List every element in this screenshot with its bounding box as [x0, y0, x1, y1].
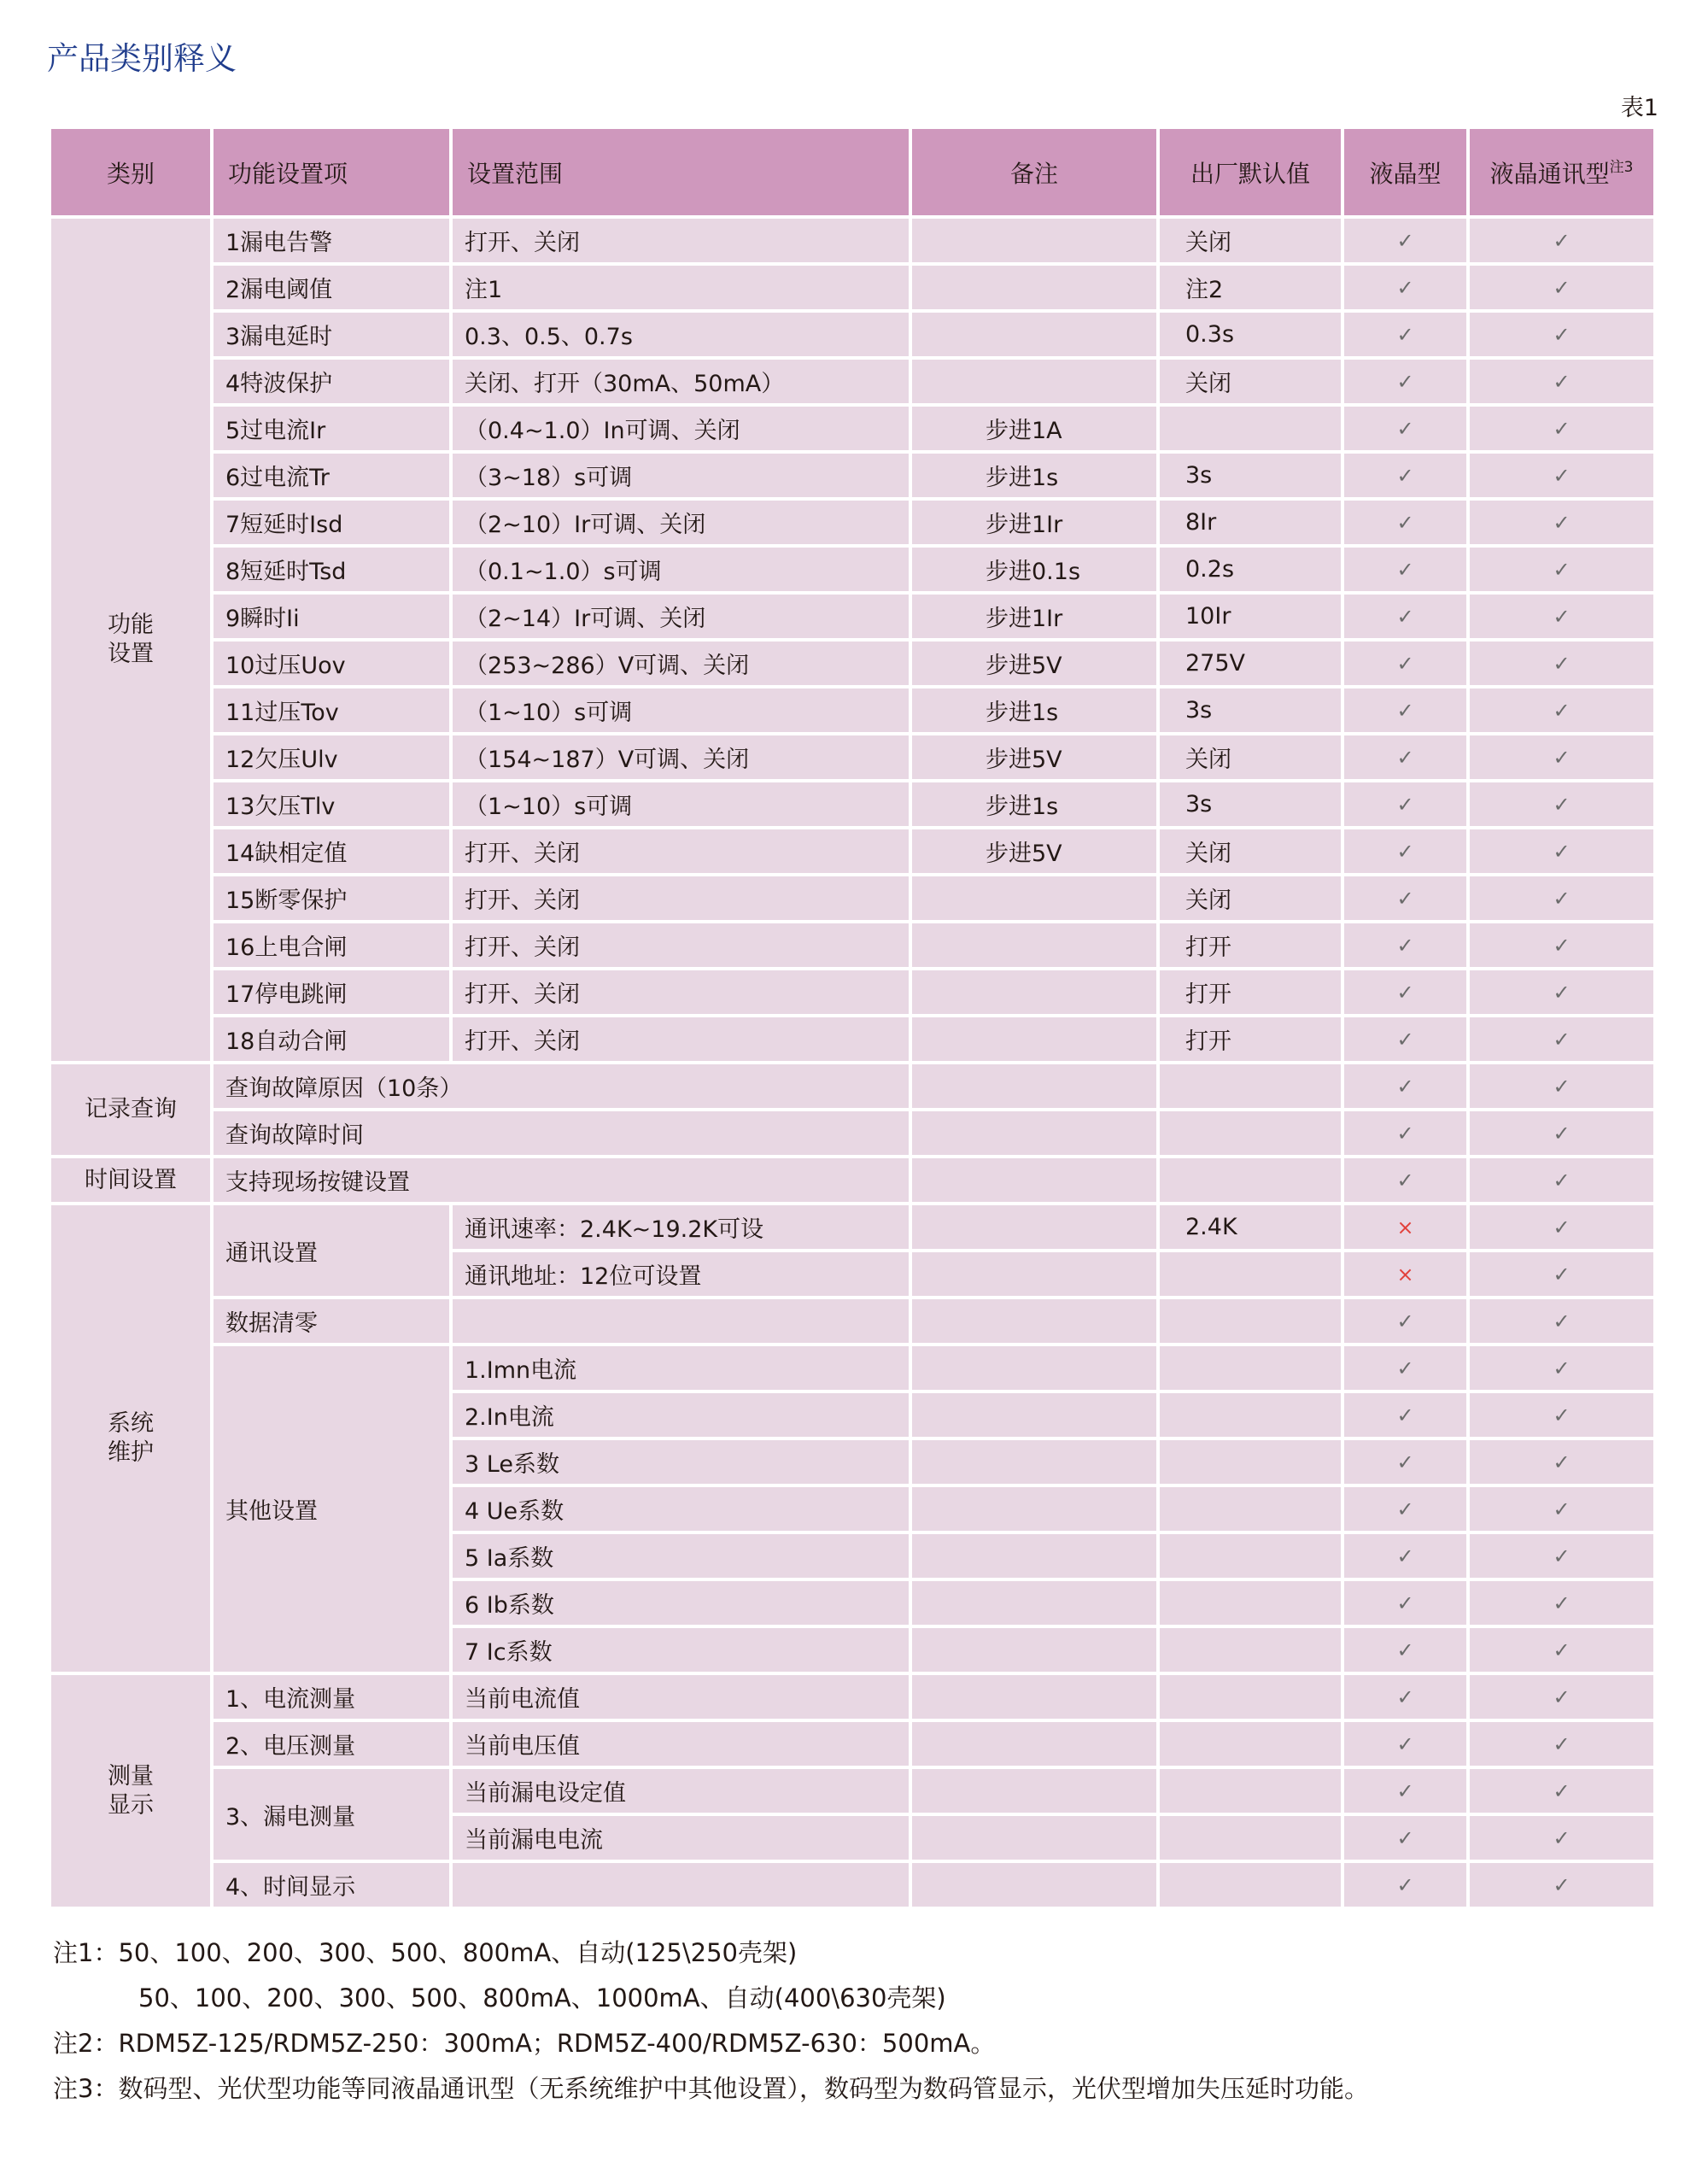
table-row — [51, 829, 1653, 873]
empty-default — [1160, 1346, 1341, 1390]
record-item: 查询故障时间 — [214, 1111, 909, 1155]
setting-item: 9瞬时Ii — [214, 595, 449, 638]
empty-remark — [912, 1487, 1156, 1531]
table-row — [51, 1769, 1653, 1813]
setting-item: 11过压Tov — [214, 688, 449, 732]
lcd-check-mark: ✓ — [1344, 501, 1466, 544]
setting-item: 3漏电延时 — [214, 313, 449, 356]
header-lcd-comm — [1470, 129, 1653, 215]
lcd-comm-check-mark: ✓ — [1470, 1769, 1653, 1813]
lcd-comm-check-mark: ✓ — [1470, 1534, 1653, 1578]
empty-remark — [912, 1581, 1156, 1625]
category-record-query: 记录查询 — [51, 1064, 210, 1155]
empty-default — [1160, 1675, 1341, 1719]
table-row — [51, 876, 1653, 920]
setting-item: 15断零保护 — [214, 876, 449, 920]
lcd-check-mark: ✓ — [1344, 970, 1466, 1014]
page-title: 产品类别释义 — [47, 40, 237, 77]
setting-default: 3s — [1160, 782, 1341, 826]
lcd-comm-check-mark: ✓ — [1470, 1252, 1653, 1296]
empty-remark — [912, 1722, 1156, 1766]
setting-range: 打开、关闭 — [453, 923, 909, 967]
setting-item: 5过电流Ir — [214, 407, 449, 450]
lcd-comm-check-mark: ✓ — [1470, 876, 1653, 920]
setting-range: （2~10）Ir可调、关闭 — [453, 501, 909, 544]
other-setting-range: 5 Ia系数 — [453, 1534, 909, 1578]
lcd-comm-check-mark: ✓ — [1470, 454, 1653, 497]
lcd-check-mark: ✓ — [1344, 1017, 1466, 1061]
setting-remark — [912, 1017, 1156, 1061]
empty-default — [1160, 1769, 1341, 1813]
lcd-check-mark: ✓ — [1344, 1393, 1466, 1437]
setting-remark — [912, 923, 1156, 967]
empty-remark — [912, 1816, 1156, 1860]
setting-default: 关闭 — [1160, 876, 1341, 920]
lcd-comm-check-mark: ✓ — [1470, 1487, 1653, 1531]
lcd-comm-check-mark: ✓ — [1470, 548, 1653, 591]
setting-range: 打开、关闭 — [453, 876, 909, 920]
lcd-check-mark: ✓ — [1344, 1675, 1466, 1719]
lcd-check-mark: ✓ — [1344, 1346, 1466, 1390]
setting-item: 17停电跳闸 — [214, 970, 449, 1014]
lcd-check-mark: ✓ — [1344, 1158, 1466, 1202]
empty-default — [1160, 1581, 1341, 1625]
setting-remark: 步进1s — [912, 782, 1156, 826]
lcd-comm-check-mark: ✓ — [1470, 1675, 1653, 1719]
empty-remark — [912, 1064, 1156, 1108]
empty-default — [1160, 1487, 1341, 1531]
other-setting-range: 3 Le系数 — [453, 1440, 909, 1484]
empty-remark — [912, 1393, 1156, 1437]
setting-remark: 步进5V — [912, 829, 1156, 873]
table-row — [51, 1017, 1653, 1061]
setting-range: 打开、关闭 — [453, 829, 909, 873]
other-setting-range: 6 Ib系数 — [453, 1581, 909, 1625]
measure-item: 4、时间显示 — [214, 1863, 449, 1907]
lcd-comm-check-mark: ✓ — [1470, 1393, 1653, 1437]
table-row — [51, 642, 1653, 685]
table-row — [51, 688, 1653, 732]
empty-remark — [912, 1675, 1156, 1719]
lcd-comm-check-mark: ✓ — [1470, 1158, 1653, 1202]
note-1: 注1：50、100、200、300、500、800mA、自动(125\250壳架) — [53, 1938, 798, 1967]
lcd-check-mark: ✓ — [1344, 360, 1466, 403]
setting-item: 13欠压Tlv — [214, 782, 449, 826]
lcd-check-mark: ✓ — [1344, 1581, 1466, 1625]
table-header — [51, 129, 1653, 215]
measure-range: 当前电压值 — [453, 1722, 909, 1766]
other-setting-range: 2.In电流 — [453, 1393, 909, 1437]
lcd-comm-check-mark: ✓ — [1470, 1111, 1653, 1155]
header-lcd: 液晶型 — [1344, 129, 1466, 215]
setting-remark: 步进1s — [912, 454, 1156, 497]
notes — [53, 1931, 1369, 2112]
empty-remark — [912, 1158, 1156, 1202]
setting-remark: 步进5V — [912, 735, 1156, 779]
lcd-check-mark: ✓ — [1344, 642, 1466, 685]
setting-range: （1~10）s可调 — [453, 782, 909, 826]
empty-default — [1160, 1816, 1341, 1860]
setting-remark — [912, 360, 1156, 403]
lcd-check-mark: ✓ — [1344, 548, 1466, 591]
lcd-check-mark: ✓ — [1344, 1487, 1466, 1531]
table-row — [51, 1111, 1653, 1155]
lcd-comm-check-mark: ✓ — [1470, 923, 1653, 967]
setting-range: （0.1~1.0）s可调 — [453, 548, 909, 591]
setting-remark — [912, 266, 1156, 309]
spec-table — [48, 126, 1657, 1910]
measure-range: 当前电流值 — [453, 1675, 909, 1719]
setting-item: 4特波保护 — [214, 360, 449, 403]
empty-default — [1160, 1628, 1341, 1672]
empty-remark — [912, 1863, 1156, 1907]
lcd-check-mark: ✓ — [1344, 1769, 1466, 1813]
table-body — [51, 219, 1653, 1907]
empty-remark — [912, 1628, 1156, 1672]
setting-default: 关闭 — [1160, 360, 1341, 403]
record-item: 查询故障原因（10条） — [214, 1064, 909, 1108]
empty-remark — [912, 1111, 1156, 1155]
lcd-check-mark: ✓ — [1344, 1299, 1466, 1343]
table-row — [51, 501, 1653, 544]
table-number: 表1 — [1620, 95, 1658, 121]
lcd-check-mark: ✓ — [1344, 266, 1466, 309]
lcd-comm-check-mark: ✓ — [1470, 1863, 1653, 1907]
setting-remark — [912, 970, 1156, 1014]
note-3: 注3：数码型、光伏型功能等同液晶通讯型（无系统维护中其他设置），数码型为数码管显示，光伏型增加失压延时功能。 — [53, 2074, 1369, 2103]
comm-setting-range: 通讯速率：2.4K~19.2K可设 — [453, 1205, 909, 1249]
header-remark: 备注 — [912, 129, 1156, 215]
lcd-check-mark: ✓ — [1344, 923, 1466, 967]
lcd-comm-check-mark: ✓ — [1470, 970, 1653, 1014]
table-row — [51, 782, 1653, 826]
comm-setting-item: 通讯设置 — [214, 1205, 449, 1296]
setting-default: 10Ir — [1160, 595, 1341, 638]
empty-remark — [912, 1534, 1156, 1578]
lcd-comm-check-mark: ✓ — [1470, 266, 1653, 309]
table-row — [51, 1722, 1653, 1766]
setting-item: 6过电流Tr — [214, 454, 449, 497]
setting-range: 打开、关闭 — [453, 1017, 909, 1061]
setting-default: 关闭 — [1160, 219, 1341, 262]
setting-range: 0.3、0.5、0.7s — [453, 313, 909, 356]
measure-range: 当前漏电设定值 — [453, 1769, 909, 1813]
empty-remark — [912, 1205, 1156, 1249]
setting-item: 10过压Uov — [214, 642, 449, 685]
lcd-comm-check-mark: ✓ — [1470, 735, 1653, 779]
table-row — [51, 313, 1653, 356]
lcd-check-mark: ✓ — [1344, 1816, 1466, 1860]
table-row — [51, 595, 1653, 638]
comm-setting-range: 通讯地址：12位可设置 — [453, 1252, 909, 1296]
empty-default — [1160, 1299, 1341, 1343]
note-1-continued: 50、100、200、300、500、800mA、1000mA、自动(400\630壳架) — [138, 1983, 946, 2013]
setting-default: 关闭 — [1160, 829, 1341, 873]
lcd-cross-mark: × — [1344, 1252, 1466, 1296]
lcd-comm-check-mark: ✓ — [1470, 1722, 1653, 1766]
lcd-check-mark: ✓ — [1344, 688, 1466, 732]
setting-range: （154~187）V可调、关闭 — [453, 735, 909, 779]
setting-item: 2漏电阈值 — [214, 266, 449, 309]
table-row — [51, 1064, 1653, 1108]
setting-range: 打开、关闭 — [453, 970, 909, 1014]
lcd-comm-check-mark: ✓ — [1470, 313, 1653, 356]
lcd-check-mark: ✓ — [1344, 1863, 1466, 1907]
setting-default: 0.2s — [1160, 548, 1341, 591]
empty-remark — [912, 1346, 1156, 1390]
lcd-check-mark: ✓ — [1344, 407, 1466, 450]
data-clear-item: 数据清零 — [214, 1299, 449, 1343]
category-function-settings: 功能 设置 — [51, 219, 210, 1061]
empty-remark — [912, 1252, 1156, 1296]
lcd-comm-check-mark: ✓ — [1470, 1064, 1653, 1108]
table-row — [51, 735, 1653, 779]
category-system-maintenance: 系统 维护 — [51, 1205, 210, 1672]
setting-default: 打开 — [1160, 970, 1341, 1014]
empty-default — [1160, 1393, 1341, 1437]
setting-remark: 步进1Ir — [912, 595, 1156, 638]
lcd-check-mark: ✓ — [1344, 595, 1466, 638]
lcd-check-mark: ✓ — [1344, 829, 1466, 873]
lcd-comm-check-mark: ✓ — [1470, 407, 1653, 450]
setting-remark: 步进5V — [912, 642, 1156, 685]
setting-default: 关闭 — [1160, 735, 1341, 779]
measure-item: 2、电压测量 — [214, 1722, 449, 1766]
lcd-check-mark: ✓ — [1344, 735, 1466, 779]
lcd-check-mark: ✓ — [1344, 1111, 1466, 1155]
setting-default: 275V — [1160, 642, 1341, 685]
table-row — [51, 1675, 1653, 1719]
setting-default: 打开 — [1160, 1017, 1341, 1061]
setting-remark — [912, 219, 1156, 262]
lcd-check-mark: ✓ — [1344, 1722, 1466, 1766]
setting-range: 注1 — [453, 266, 909, 309]
empty-remark — [912, 1769, 1156, 1813]
lcd-comm-check-mark: ✓ — [1470, 782, 1653, 826]
lcd-check-mark: ✓ — [1344, 313, 1466, 356]
table-row — [51, 407, 1653, 450]
category-measurement-display: 测量 显示 — [51, 1675, 210, 1907]
setting-remark: 步进1s — [912, 688, 1156, 732]
empty-default — [1160, 1111, 1341, 1155]
empty-default — [1160, 1064, 1341, 1108]
lcd-comm-check-mark: ✓ — [1470, 595, 1653, 638]
setting-default — [1160, 407, 1341, 450]
setting-range: 打开、关闭 — [453, 219, 909, 262]
table-row — [51, 360, 1653, 403]
setting-range: （3~18）s可调 — [453, 454, 909, 497]
comm-setting-default: 2.4K — [1160, 1205, 1341, 1249]
setting-item: 14缺相定值 — [214, 829, 449, 873]
setting-item: 8短延时Tsd — [214, 548, 449, 591]
table-row — [51, 548, 1653, 591]
setting-default: 3s — [1160, 454, 1341, 497]
setting-item: 16上电合闸 — [214, 923, 449, 967]
setting-default: 打开 — [1160, 923, 1341, 967]
lcd-comm-check-mark: ✓ — [1470, 1440, 1653, 1484]
setting-item: 18自动合闸 — [214, 1017, 449, 1061]
setting-remark: 步进0.1s — [912, 548, 1156, 591]
table-row — [51, 1158, 1653, 1202]
table-row — [51, 1863, 1653, 1907]
empty-default — [1160, 1158, 1341, 1202]
table-row — [51, 266, 1653, 309]
setting-remark: 步进1A — [912, 407, 1156, 450]
table-row — [51, 219, 1653, 262]
setting-item: 1漏电告警 — [214, 219, 449, 262]
note-2: 注2：RDM5Z-125/RDM5Z-250：300mA；RDM5Z-400/RDM5Z-630：500mA。 — [53, 2029, 996, 2058]
lcd-comm-check-mark: ✓ — [1470, 360, 1653, 403]
measure-item: 1、电流测量 — [214, 1675, 449, 1719]
empty-remark — [912, 1440, 1156, 1484]
setting-range: （1~10）s可调 — [453, 688, 909, 732]
lcd-comm-check-mark: ✓ — [1470, 688, 1653, 732]
lcd-check-mark: ✓ — [1344, 1064, 1466, 1108]
other-setting-range: 7 Ic系数 — [453, 1628, 909, 1672]
empty-default — [1160, 1534, 1341, 1578]
setting-default: 注2 — [1160, 266, 1341, 309]
lcd-cross-mark: × — [1344, 1205, 1466, 1249]
lcd-comm-check-mark: ✓ — [1470, 1205, 1653, 1249]
table-row — [51, 454, 1653, 497]
empty-remark — [912, 1299, 1156, 1343]
setting-range: （253~286）V可调、关闭 — [453, 642, 909, 685]
other-setting-range: 4 Ue系数 — [453, 1487, 909, 1531]
setting-range: 关闭、打开（30mA、50mA） — [453, 360, 909, 403]
lcd-comm-check-mark: ✓ — [1470, 829, 1653, 873]
other-settings-item: 其他设置 — [214, 1346, 449, 1672]
empty-range — [453, 1299, 909, 1343]
measure-item: 3、漏电测量 — [214, 1769, 449, 1860]
setting-item: 7短延时Isd — [214, 501, 449, 544]
lcd-check-mark: ✓ — [1344, 1628, 1466, 1672]
setting-default: 8Ir — [1160, 501, 1341, 544]
other-setting-range: 1.Imn电流 — [453, 1346, 909, 1390]
empty-default — [1160, 1440, 1341, 1484]
lcd-check-mark: ✓ — [1344, 219, 1466, 262]
lcd-check-mark: ✓ — [1344, 1440, 1466, 1484]
setting-remark — [912, 313, 1156, 356]
header-item: 功能设置项 — [214, 129, 449, 215]
lcd-comm-check-mark: ✓ — [1470, 501, 1653, 544]
lcd-check-mark: ✓ — [1344, 876, 1466, 920]
lcd-comm-check-mark: ✓ — [1470, 219, 1653, 262]
category-time-setting: 时间设置 — [51, 1158, 210, 1202]
lcd-comm-check-mark: ✓ — [1470, 1628, 1653, 1672]
header-category: 类别 — [51, 129, 210, 215]
lcd-comm-check-mark: ✓ — [1470, 1017, 1653, 1061]
empty-default — [1160, 1863, 1341, 1907]
empty-default — [1160, 1722, 1341, 1766]
header-note-ref: 注3 — [1609, 159, 1634, 176]
setting-remark: 步进1Ir — [912, 501, 1156, 544]
setting-item: 12欠压Ulv — [214, 735, 449, 779]
setting-default: 3s — [1160, 688, 1341, 732]
lcd-comm-check-mark: ✓ — [1470, 1346, 1653, 1390]
header-default: 出厂默认值 — [1160, 129, 1341, 215]
table-row — [51, 1299, 1653, 1343]
header-range: 设置范围 — [453, 129, 909, 215]
empty-range — [453, 1863, 909, 1907]
lcd-check-mark: ✓ — [1344, 782, 1466, 826]
lcd-check-mark: ✓ — [1344, 1534, 1466, 1578]
lcd-comm-check-mark: ✓ — [1470, 1299, 1653, 1343]
table-row — [51, 1346, 1653, 1390]
table-row — [51, 923, 1653, 967]
lcd-check-mark: ✓ — [1344, 454, 1466, 497]
time-item: 支持现场按键设置 — [214, 1158, 909, 1202]
comm-setting-default — [1160, 1252, 1341, 1296]
lcd-comm-check-mark: ✓ — [1470, 1816, 1653, 1860]
table-row — [51, 1205, 1653, 1249]
lcd-comm-check-mark: ✓ — [1470, 642, 1653, 685]
setting-default: 0.3s — [1160, 313, 1341, 356]
setting-remark — [912, 876, 1156, 920]
measure-range: 当前漏电电流 — [453, 1816, 909, 1860]
setting-range: （2~14）Ir可调、关闭 — [453, 595, 909, 638]
setting-range: （0.4~1.0）In可调、关闭 — [453, 407, 909, 450]
header-lcd-comm-label: 液晶通讯型 — [1489, 160, 1610, 188]
lcd-comm-check-mark: ✓ — [1470, 1581, 1653, 1625]
table-row — [51, 970, 1653, 1014]
